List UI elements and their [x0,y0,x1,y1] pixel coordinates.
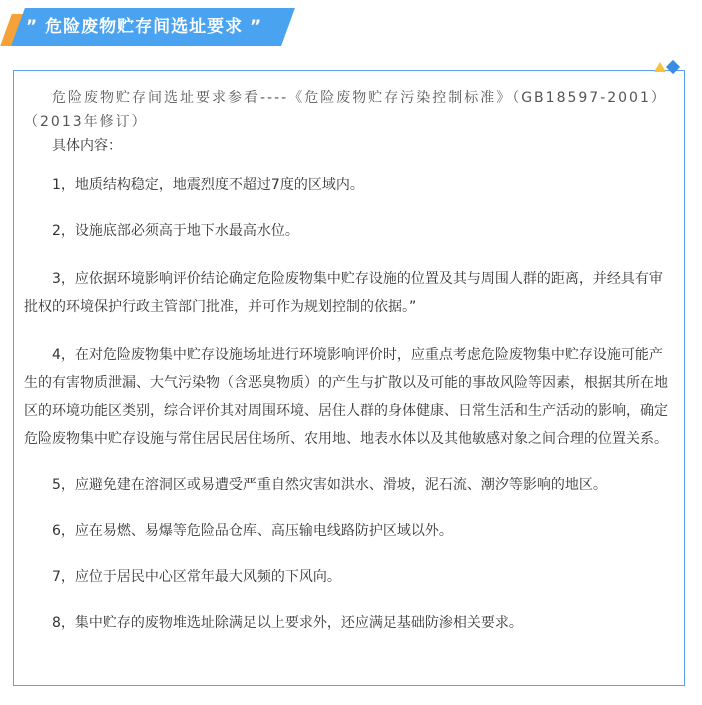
triangle-icon [654,62,666,72]
section-label: 具体内容： [52,138,122,154]
list-item: 7，应位于居民中心区常年最大风频的下风向。 [52,569,341,585]
header-title: ” 危险废物贮存间选址要求 ” [26,17,263,37]
list-item: 4，在对危险废物集中贮存设施场址进行环境影响评价时，应重点考虑危险废物集中贮存设施可能产生的有害物质泄漏、大气污染物（含恶臭物质）的产生与扩散以及可能的事故风险等因素，根据其所在地区的环境功能区类别，综合评价其对周围环境、居住人群的身体健康、日常生活和生产活动的影响，确定危险废物集中贮存设施与常住居民居住场所、农用地、地表水体以及其他敏感对象之间合理的位置关系。 [24,347,668,447]
section-header [6,8,296,48]
list-item: 8，集中贮存的废物堆选址除满足以上要求外，还应满足基础防渗相关要求。 [52,615,523,631]
pin-icon [666,60,680,74]
list-item: 1，地质结构稳定，地震烈度不超过7度的区域内。 [52,177,364,193]
intro-paragraph: 危险废物贮存间选址要求参看----《危险废物贮存污染控制标准》（GB18597-2001）（2013年修订） [24,90,667,130]
content-body [24,86,672,636]
corner-decoration [654,62,694,78]
list-item: 2，设施底部必须高于地下水最高水位。 [52,223,299,239]
list-item: 5，应避免建在溶洞区或易遭受严重自然灾害如洪水、滑坡，泥石流、潮汐等影响的地区。 [52,477,607,493]
list-item: 3，应依据环境影响评价结论确定危险废物集中贮存设施的位置及其与周围人群的距离，并经具有审批权的环境保护行政主管部门批准，并可作为规划控制的依据。” [24,271,663,315]
list-item: 6，应在易燃、易爆等危险品仓库、高压输电线路防护区域以外。 [52,523,453,539]
